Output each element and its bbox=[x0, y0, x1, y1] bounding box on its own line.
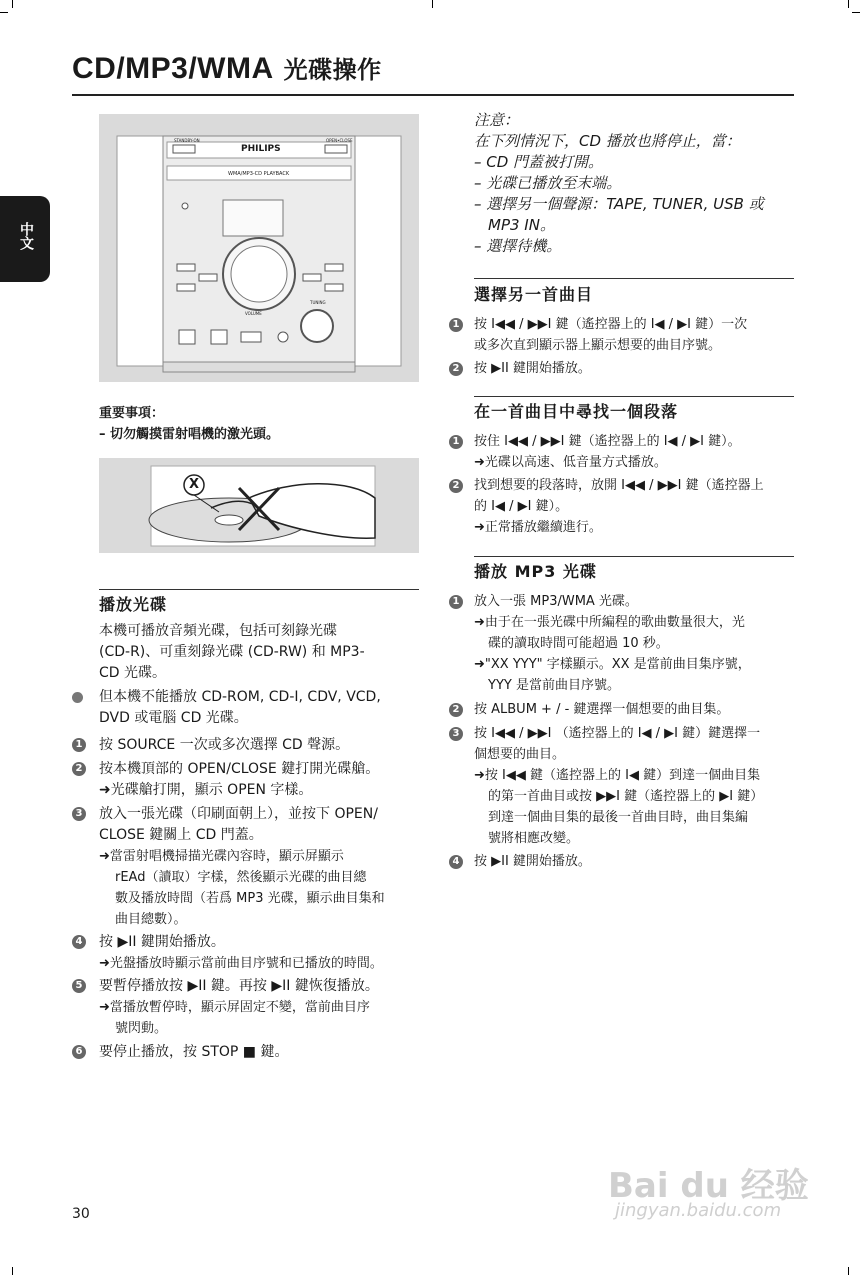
crop-mark bbox=[432, 0, 433, 8]
crop-mark bbox=[852, 12, 860, 13]
title-rule bbox=[72, 94, 794, 96]
page-number: 30 bbox=[72, 1206, 90, 1222]
note-line: 但本機不能播放 CD-ROM, CD-I, CDV, VCD, bbox=[99, 689, 381, 705]
play-mp3-title: 播放 MP3 光碟 bbox=[474, 562, 597, 581]
step-text bbox=[474, 591, 751, 696]
step-text: 按 ▶II 鍵開始播放。 bbox=[474, 854, 591, 869]
step-line: 數及播放時間（若爲 MP3 光碟，顯示曲目集和 bbox=[115, 891, 385, 906]
step-number-badge: 6 bbox=[72, 1045, 86, 1059]
step-line: 找到想要的段落時，放開 I◀◀ / ▶▶I 鍵（遙控器上 bbox=[474, 478, 764, 493]
step-line: 放入一張 MP3/WMA 光碟。 bbox=[474, 594, 638, 609]
step-number-badge: 4 bbox=[72, 935, 86, 949]
note-line: – CD 門蓋被打開。 bbox=[474, 153, 604, 171]
step-line: 按住 I◀◀ / ▶▶I 鍵（遙控器上的 I◀ / ▶I 鍵）。 bbox=[474, 434, 741, 449]
device-brand: PHILIPS bbox=[241, 144, 281, 154]
page-title bbox=[72, 50, 382, 86]
note-line: – 選擇待機。 bbox=[474, 237, 562, 255]
device-volume-label: VOLUME bbox=[245, 311, 262, 316]
device-playback-label: WMA/MP3-CD PLAYBACK bbox=[228, 171, 290, 177]
step-text: 按 ▶II 鍵開始播放。 bbox=[474, 361, 591, 376]
step-line: 曲目總數）。 bbox=[115, 912, 187, 927]
step-line: ➜正常播放繼續進行。 bbox=[474, 520, 602, 535]
step-line: 號閃動。 bbox=[115, 1021, 168, 1036]
step-line: rEAd（讀取）字樣，然後顯示光碟的曲目總 bbox=[115, 870, 367, 885]
intro-line: 本機可播放音頻光碟，包括可刻錄光碟 bbox=[99, 623, 337, 639]
step-text: 按 ALBUM + / - 鍵選擇一個想要的曲目集。 bbox=[474, 702, 730, 717]
step-number-badge: 3 bbox=[72, 807, 86, 821]
crop-mark bbox=[848, 1267, 849, 1275]
step-line: 到達一個曲目集的最後一首曲目時，曲目集編 bbox=[488, 810, 749, 825]
step-line: 要暫停播放按 ▶II 鍵。再按 ▶II 鍵恢復播放。 bbox=[99, 978, 379, 994]
step-text bbox=[474, 314, 747, 356]
step-number-badge: 2 bbox=[449, 703, 463, 717]
page-title-chinese: 光碟操作 bbox=[283, 56, 382, 84]
step-text bbox=[99, 976, 379, 1039]
play-disc-intro bbox=[99, 621, 429, 684]
step-number-badge: 1 bbox=[449, 595, 463, 609]
step-number-badge: 1 bbox=[449, 318, 463, 332]
device-standby-label: STANDBY-ON bbox=[174, 138, 200, 143]
step-text: 要停止播放，按 STOP ■ 鍵。 bbox=[99, 1044, 289, 1060]
note-line: MP3 IN。 bbox=[488, 216, 555, 234]
play-disc-title: 播放光碟 bbox=[99, 595, 168, 614]
step-line: ➜當播放暫停時，顯示屏固定不變，當前曲目序 bbox=[99, 1000, 370, 1015]
step-line: ➜"XX YYY" 字樣顯示。XX 是當前曲目集序號， bbox=[474, 657, 751, 672]
device-open-close-label: OPEN•CLOSE bbox=[326, 138, 353, 143]
step-number-badge: 2 bbox=[72, 762, 86, 776]
step-line: ➜當雷射唱機掃描光碟內容時，顯示屏顯示 bbox=[99, 849, 344, 864]
step-line: 的 I◀ / ▶I 鍵）。 bbox=[474, 499, 569, 514]
hand-touching-lens-drawing bbox=[99, 458, 419, 553]
step-line: 按 I◀◀ / ▶▶I （遙控器上的 I◀ / ▶I 鍵）鍵選擇一 bbox=[474, 726, 761, 741]
play-disc-note bbox=[99, 687, 429, 729]
lens-illustration bbox=[99, 458, 419, 553]
device-tuning-label: TUNING bbox=[310, 300, 326, 305]
step-line: 個想要的曲目。 bbox=[474, 747, 566, 762]
watermark-url: jingyan.baidu.com bbox=[615, 1200, 782, 1221]
section-rule bbox=[99, 589, 419, 590]
step-text bbox=[474, 723, 763, 849]
caution-text: – 切勿觸摸雷射唱機的激光頭。 bbox=[99, 427, 280, 442]
step-line: 放入一張光碟（印刷面朝上），並按下 OPEN/ bbox=[99, 806, 378, 822]
notes-heading: 注意： bbox=[474, 111, 520, 129]
step-text bbox=[99, 804, 385, 930]
page-title-latin: CD/MP3/WMA bbox=[72, 52, 274, 85]
section-rule bbox=[474, 278, 794, 279]
step-line: 或多次直到顯示器上顯示想要的曲目序號。 bbox=[474, 338, 722, 353]
step-line: 碟的讀取時間可能超過 10 秒。 bbox=[488, 636, 669, 651]
lens-x-mark: X bbox=[189, 477, 200, 492]
step-text bbox=[99, 932, 383, 974]
step-line: YYY 是當前曲目序號。 bbox=[488, 678, 620, 693]
step-number-badge: 1 bbox=[72, 738, 86, 752]
stereo-unit-drawing bbox=[99, 114, 419, 382]
step-line: 按 I◀◀ / ▶▶I 鍵（遙控器上的 I◀ / ▶I 鍵）一次 bbox=[474, 317, 748, 332]
step-text: 按 SOURCE 一次或多次選擇 CD 聲源。 bbox=[99, 737, 350, 753]
step-line: 的第一首曲目或按 ▶▶I 鍵（遙控器上的 ▶I 鍵） bbox=[488, 789, 764, 804]
step-line: 按本機頂部的 OPEN/CLOSE 鍵打開光碟艙。 bbox=[99, 761, 380, 777]
baidu-watermark: Bai du 经验 bbox=[608, 1166, 809, 1206]
crop-mark bbox=[12, 0, 13, 8]
step-line: 按 ▶II 鍵開始播放。 bbox=[99, 934, 225, 950]
step-number-badge: 1 bbox=[449, 435, 463, 449]
note-line: 在下列情況下，CD 播放也將停止，當： bbox=[474, 132, 741, 150]
step-text bbox=[474, 431, 741, 473]
crop-mark bbox=[0, 12, 8, 13]
step-line: ➜按 I◀◀ 鍵（遙控器上的 I◀ 鍵）到達一個曲目集 bbox=[474, 768, 761, 783]
step-line: ➜光盤播放時顯示當前曲目序號和已播放的時間。 bbox=[99, 956, 383, 971]
select-track-title: 選擇另一首曲目 bbox=[474, 285, 594, 304]
notes-list bbox=[474, 131, 804, 257]
note-line: DVD 或電腦 CD 光碟。 bbox=[99, 710, 248, 726]
step-text bbox=[474, 475, 764, 538]
intro-line: (CD-R)、可重刻錄光碟 (CD-RW) 和 MP3- bbox=[99, 644, 365, 660]
step-line: ➜由于在一張光碟中所編程的歌曲數量很大，光 bbox=[474, 615, 745, 630]
find-passage-title: 在一首曲目中尋找一個段落 bbox=[474, 402, 679, 421]
section-rule bbox=[474, 556, 794, 557]
step-number-badge: 4 bbox=[449, 855, 463, 869]
section-rule bbox=[474, 396, 794, 397]
step-line: 號將相應改變。 bbox=[488, 831, 580, 846]
note-bullet-icon bbox=[72, 692, 83, 703]
step-line: CLOSE 鍵關上 CD 門蓋。 bbox=[99, 827, 263, 843]
note-line: – 選擇另一個聲源：TAPE, TUNER, USB 或 bbox=[474, 195, 764, 213]
note-line: – 光碟已播放至末端。 bbox=[474, 174, 622, 192]
crop-mark bbox=[12, 1267, 13, 1275]
language-tab-label: 中文 bbox=[18, 222, 34, 250]
device-illustration bbox=[99, 114, 419, 382]
step-line: ➜光碟艙打開，顯示 OPEN 字樣。 bbox=[99, 782, 313, 798]
step-number-badge: 2 bbox=[449, 362, 463, 376]
intro-line: CD 光碟。 bbox=[99, 665, 167, 681]
step-line: ➜光碟以高速、低音量方式播放。 bbox=[474, 455, 667, 470]
crop-mark bbox=[848, 0, 849, 8]
step-number-badge: 2 bbox=[449, 479, 463, 493]
step-number-badge: 3 bbox=[449, 727, 463, 741]
caution-heading: 重要事項： bbox=[99, 406, 165, 421]
step-number-badge: 5 bbox=[72, 979, 86, 993]
step-text bbox=[99, 759, 379, 801]
